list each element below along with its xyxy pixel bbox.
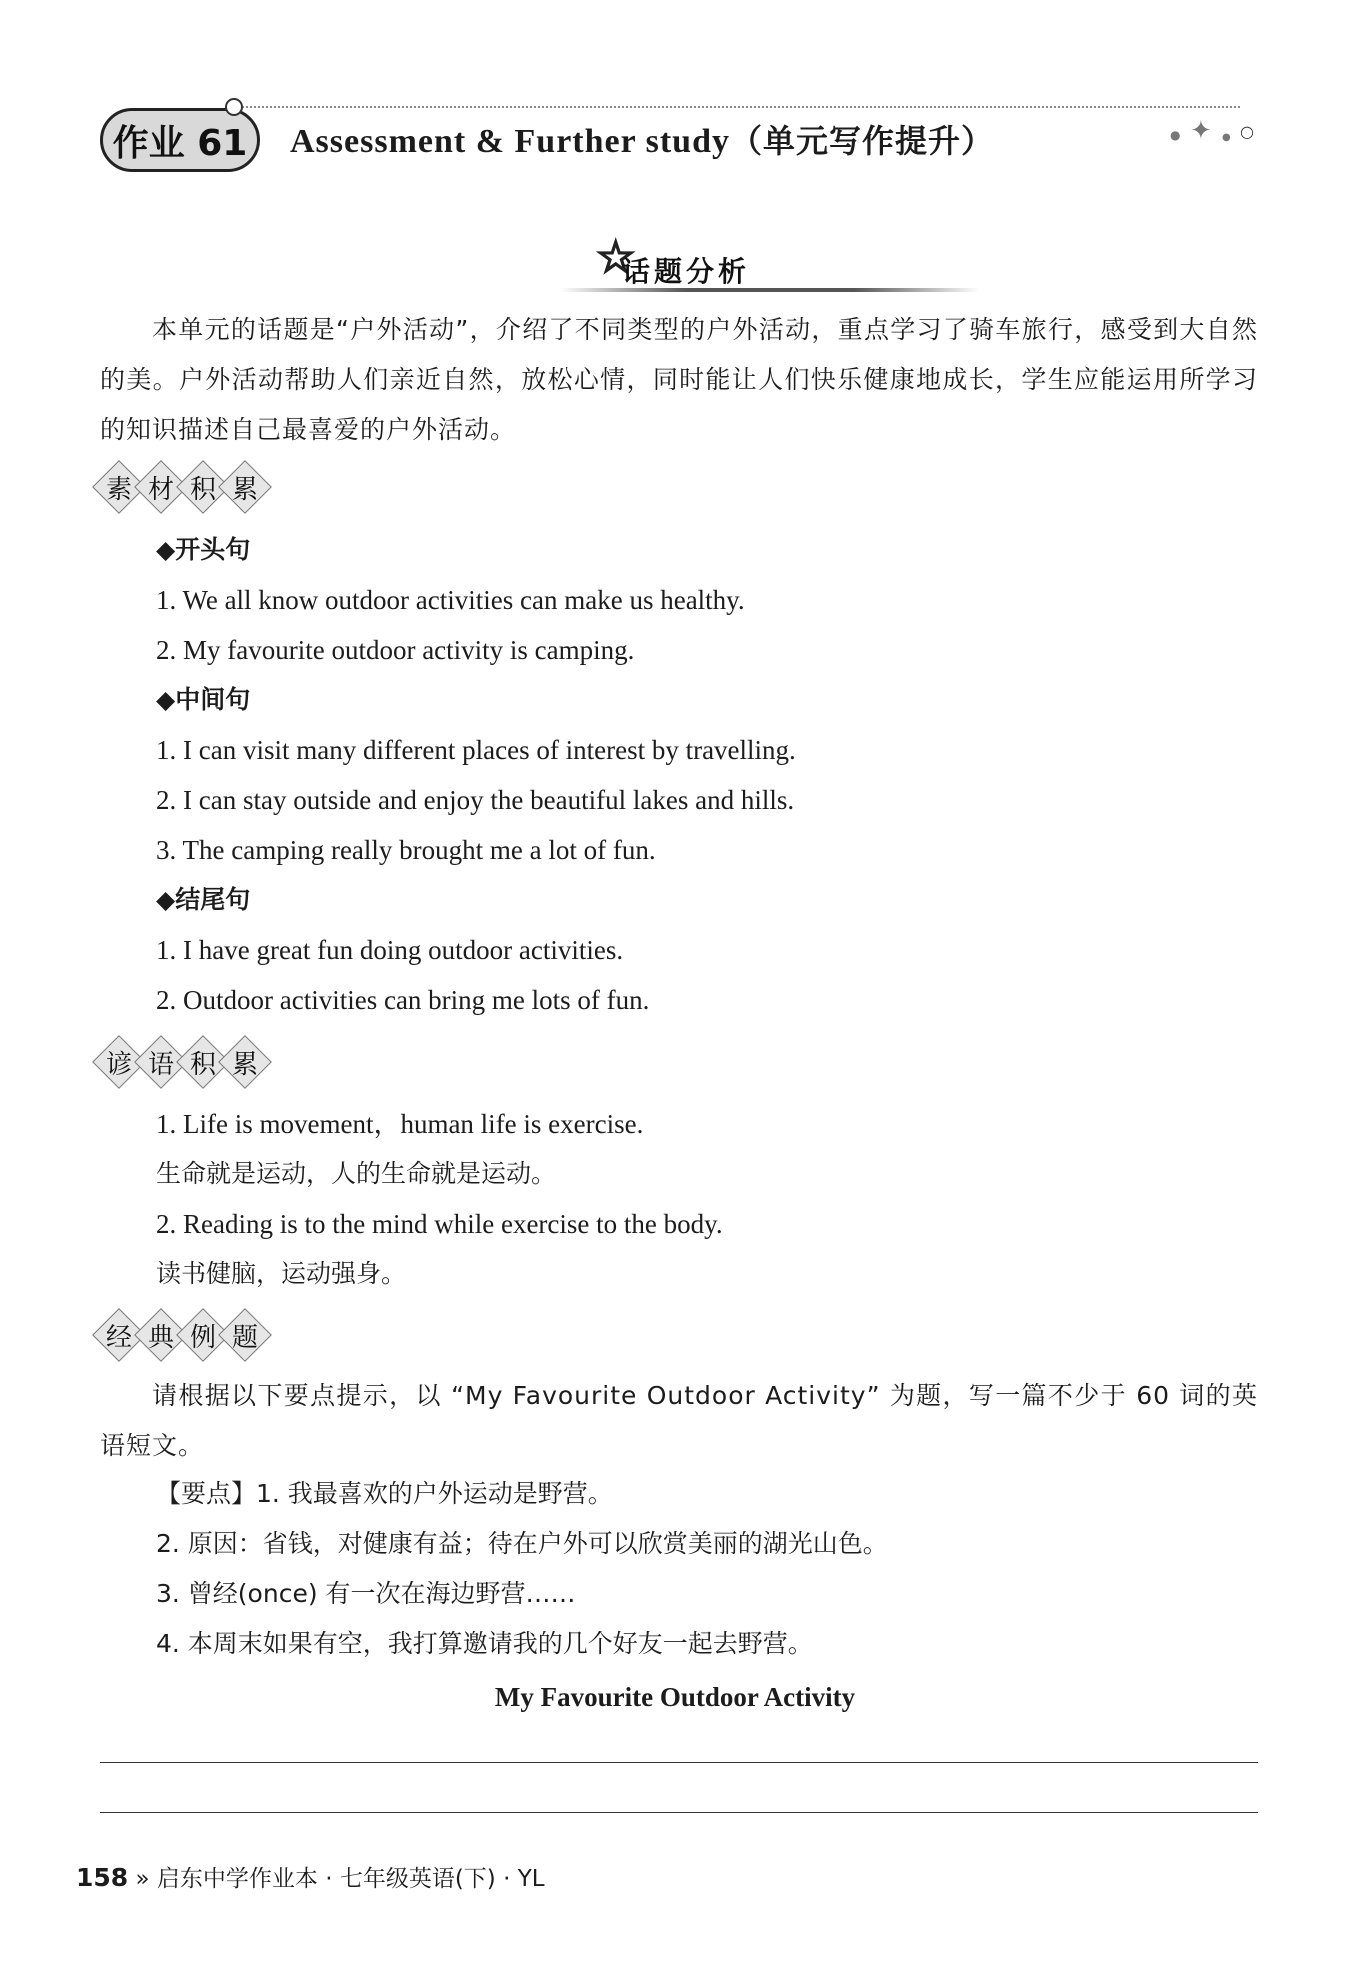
title-english: Assessment & Further study [290, 123, 730, 160]
point-line: 4. 本周末如果有空，我打算邀请我的几个好友一起去野营。 [156, 1629, 813, 1658]
point-line: 2. 原因：省钱，对健康有益；待在户外可以欣赏美丽的湖光山色。 [156, 1529, 888, 1558]
section-char: 积 [176, 460, 230, 514]
header-dotted-line [230, 106, 1240, 108]
dot-icon: ● [1170, 128, 1181, 142]
list-item: 1. We all know outdoor activities can make us healthy. [156, 585, 745, 615]
section-char: 积 [176, 1035, 230, 1089]
opening-label: ◆开头句 [156, 535, 251, 564]
book-info: 启东中学作业本 · 七年级英语(下) · YL [156, 1866, 545, 1892]
proverb-line: 1. Life is movement，human life is exercise. [156, 1109, 644, 1139]
page-footer [76, 1860, 545, 1893]
essay-title: My Favourite Outdoor Activity [494, 1682, 856, 1712]
point-line: 【要点】1. 我最喜欢的户外运动是野营。 [156, 1479, 613, 1508]
list-item: 2. I can stay outside and enjoy the beautiful lakes and hills. [156, 785, 795, 815]
list-item: 3. The camping really brought me a lot of fun. [156, 835, 656, 865]
list-item: 2. Outdoor activities can bring me lots of fun. [156, 985, 650, 1015]
dot-icon: ● [1222, 132, 1231, 143]
section-char: 材 [134, 460, 188, 514]
section-char: 素 [92, 460, 146, 514]
badge-ring-icon [225, 98, 243, 116]
topic-paragraph: 本单元的话题是“户外活动”，介绍了不同类型的户外活动，重点学习了骑车旅行，感受到大自然的美。户外活动帮助人们亲近自然，放松心情，同时能让人们快乐健康地成长，学生应能运用所学习的知识描述自己最喜爱的户外活动。 [100, 315, 1258, 444]
assignment-badge: 作业 61 [100, 108, 260, 172]
topic-heading-text: 话题分析 [622, 255, 751, 288]
section-char: 语 [134, 1035, 188, 1089]
section-char: 经 [92, 1308, 146, 1362]
answer-line [100, 1812, 1258, 1813]
section-example [100, 1316, 268, 1360]
circle-icon: ○ [1240, 122, 1254, 141]
proverb-line: 2. Reading is to the mind while exercise to the body. [156, 1209, 723, 1239]
ending-label: ◆结尾句 [156, 885, 251, 914]
section-char: 累 [218, 460, 272, 514]
middle-label: ◆中间句 [156, 685, 251, 714]
list-item: 2. My favourite outdoor activity is camping. [156, 635, 635, 665]
page-title [290, 116, 994, 162]
topic-underline [560, 288, 980, 292]
section-proverbs [100, 1043, 268, 1087]
title-chinese: （单元写作提升） [729, 122, 994, 160]
list-item: 1. I have great fun doing outdoor activities. [156, 935, 624, 965]
proverb-line: 生命就是运动，人的生命就是运动。 [156, 1159, 557, 1188]
section-char: 例 [176, 1308, 230, 1362]
example-prompt: 请根据以下要点提示，以 “My Favourite Outdoor Activity” 为题，写一篇不少于 60 词的英语短文。 [100, 1381, 1258, 1460]
section-char: 累 [218, 1035, 272, 1089]
double-arrow-icon: » [135, 1866, 150, 1892]
section-materials [100, 468, 268, 512]
section-char: 题 [218, 1308, 272, 1362]
star-icon: ☆ [596, 232, 636, 283]
point-line: 3. 曾经(once) 有一次在海边野营…… [156, 1579, 576, 1608]
list-item: 1. I can visit many different places of interest by travelling. [156, 735, 796, 765]
page-number: 158 [76, 1863, 129, 1892]
section-char: 典 [134, 1308, 188, 1362]
topic-heading [560, 232, 980, 292]
proverb-line: 读书健脑，运动强身。 [156, 1259, 407, 1288]
answer-line [100, 1762, 1258, 1763]
sparkle-icon: ✦ [1190, 116, 1212, 146]
section-char: 谚 [92, 1035, 146, 1089]
